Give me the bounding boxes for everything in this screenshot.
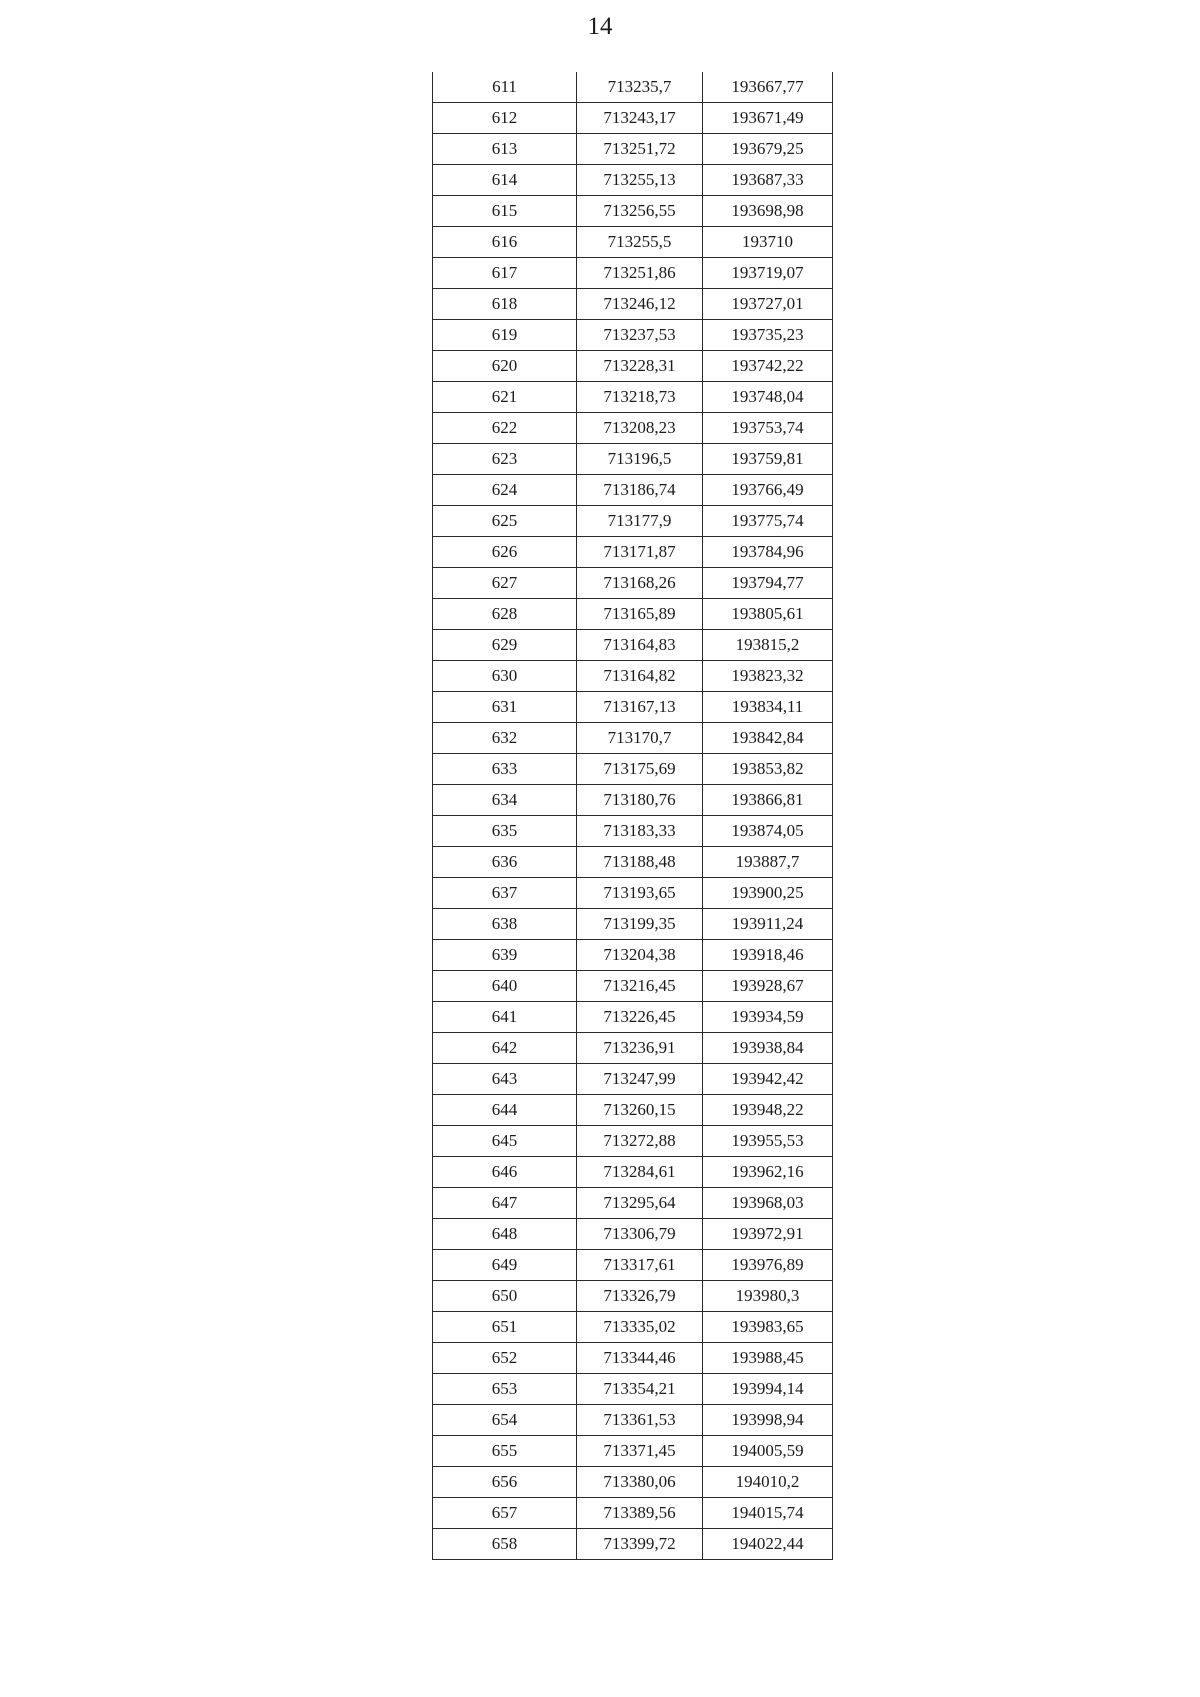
table-row [433,878,833,909]
x-coordinate-cell: 713371,45 [577,1436,703,1467]
x-coordinate-cell: 713389,56 [577,1498,703,1529]
x-coordinate-cell: 713180,76 [577,785,703,816]
y-coordinate-cell: 193805,61 [703,599,833,630]
point-number-cell: 613 [433,134,577,165]
table-row [433,165,833,196]
table-row [433,289,833,320]
y-coordinate-cell: 193934,59 [703,1002,833,1033]
table-row [433,1002,833,1033]
table-row [433,630,833,661]
table-row [433,1281,833,1312]
point-number-cell: 625 [433,506,577,537]
x-coordinate-cell: 713235,7 [577,72,703,103]
point-number-cell: 618 [433,289,577,320]
x-coordinate-cell: 713188,48 [577,847,703,878]
x-coordinate-cell: 713204,38 [577,940,703,971]
x-coordinate-cell: 713246,12 [577,289,703,320]
point-number-cell: 628 [433,599,577,630]
point-number-cell: 611 [433,72,577,103]
x-coordinate-cell: 713175,69 [577,754,703,785]
point-number-cell: 644 [433,1095,577,1126]
table-row [433,475,833,506]
table-row [433,847,833,878]
table-row [433,72,833,103]
table-row [433,1467,833,1498]
point-number-cell: 638 [433,909,577,940]
table-row [433,258,833,289]
coordinates-table-body [433,72,833,1560]
y-coordinate-cell: 194015,74 [703,1498,833,1529]
x-coordinate-cell: 713260,15 [577,1095,703,1126]
x-coordinate-cell: 713251,72 [577,134,703,165]
point-number-cell: 655 [433,1436,577,1467]
y-coordinate-cell: 193887,7 [703,847,833,878]
point-number-cell: 657 [433,1498,577,1529]
point-number-cell: 635 [433,816,577,847]
table-row [433,351,833,382]
table-row [433,134,833,165]
y-coordinate-cell: 193962,16 [703,1157,833,1188]
point-number-cell: 653 [433,1374,577,1405]
table-row [433,1405,833,1436]
table-row [433,940,833,971]
point-number-cell: 648 [433,1219,577,1250]
x-coordinate-cell: 713226,45 [577,1002,703,1033]
table-row [433,227,833,258]
y-coordinate-cell: 193794,77 [703,568,833,599]
table-row [433,382,833,413]
y-coordinate-cell: 193834,11 [703,692,833,723]
y-coordinate-cell: 193679,25 [703,134,833,165]
x-coordinate-cell: 713251,86 [577,258,703,289]
table-row [433,661,833,692]
y-coordinate-cell: 193866,81 [703,785,833,816]
y-coordinate-cell: 193742,22 [703,351,833,382]
y-coordinate-cell: 193928,67 [703,971,833,1002]
y-coordinate-cell: 193998,94 [703,1405,833,1436]
y-coordinate-cell: 193823,32 [703,661,833,692]
point-number-cell: 622 [433,413,577,444]
point-number-cell: 630 [433,661,577,692]
x-coordinate-cell: 713399,72 [577,1529,703,1560]
point-number-cell: 636 [433,847,577,878]
table-row [433,537,833,568]
point-number-cell: 640 [433,971,577,1002]
point-number-cell: 633 [433,754,577,785]
table-row [433,196,833,227]
x-coordinate-cell: 713247,99 [577,1064,703,1095]
x-coordinate-cell: 713380,06 [577,1467,703,1498]
x-coordinate-cell: 713167,13 [577,692,703,723]
x-coordinate-cell: 713165,89 [577,599,703,630]
point-number-cell: 623 [433,444,577,475]
table-row [433,444,833,475]
point-number-cell: 643 [433,1064,577,1095]
x-coordinate-cell: 713243,17 [577,103,703,134]
point-number-cell: 642 [433,1033,577,1064]
x-coordinate-cell: 713177,9 [577,506,703,537]
y-coordinate-cell: 193775,74 [703,506,833,537]
table-row [433,1498,833,1529]
table-row [433,909,833,940]
x-coordinate-cell: 713164,83 [577,630,703,661]
table-row [433,1188,833,1219]
y-coordinate-cell: 193900,25 [703,878,833,909]
y-coordinate-cell: 193753,74 [703,413,833,444]
y-coordinate-cell: 193972,91 [703,1219,833,1250]
y-coordinate-cell: 193918,46 [703,940,833,971]
y-coordinate-cell: 193948,22 [703,1095,833,1126]
table-row [433,1250,833,1281]
point-number-cell: 627 [433,568,577,599]
table-row [433,692,833,723]
y-coordinate-cell: 193815,2 [703,630,833,661]
x-coordinate-cell: 713255,13 [577,165,703,196]
point-number-cell: 637 [433,878,577,909]
y-coordinate-cell: 194022,44 [703,1529,833,1560]
x-coordinate-cell: 713237,53 [577,320,703,351]
y-coordinate-cell: 193727,01 [703,289,833,320]
x-coordinate-cell: 713256,55 [577,196,703,227]
point-number-cell: 651 [433,1312,577,1343]
x-coordinate-cell: 713208,23 [577,413,703,444]
point-number-cell: 626 [433,537,577,568]
y-coordinate-cell: 193667,77 [703,72,833,103]
table-row [433,1436,833,1467]
x-coordinate-cell: 713170,7 [577,723,703,754]
table-row [433,1374,833,1405]
x-coordinate-cell: 713272,88 [577,1126,703,1157]
table-row [433,723,833,754]
page-number: 14 [587,13,613,40]
point-number-cell: 624 [433,475,577,506]
y-coordinate-cell: 193994,14 [703,1374,833,1405]
x-coordinate-cell: 713196,5 [577,444,703,475]
table-row [433,506,833,537]
table-row [433,599,833,630]
point-number-cell: 615 [433,196,577,227]
point-number-cell: 619 [433,320,577,351]
x-coordinate-cell: 713218,73 [577,382,703,413]
x-coordinate-cell: 713164,82 [577,661,703,692]
point-number-cell: 645 [433,1126,577,1157]
table-row [433,1529,833,1560]
table-row [433,1312,833,1343]
coordinates-table [432,72,833,1560]
x-coordinate-cell: 713326,79 [577,1281,703,1312]
point-number-cell: 616 [433,227,577,258]
table-row [433,103,833,134]
y-coordinate-cell: 193671,49 [703,103,833,134]
point-number-cell: 647 [433,1188,577,1219]
x-coordinate-cell: 713295,64 [577,1188,703,1219]
point-number-cell: 634 [433,785,577,816]
table-row [433,1343,833,1374]
x-coordinate-cell: 713183,33 [577,816,703,847]
table-row [433,320,833,351]
x-coordinate-cell: 713361,53 [577,1405,703,1436]
y-coordinate-cell: 194005,59 [703,1436,833,1467]
y-coordinate-cell: 193842,84 [703,723,833,754]
y-coordinate-cell: 193748,04 [703,382,833,413]
table-row [433,785,833,816]
x-coordinate-cell: 713171,87 [577,537,703,568]
table-row [433,971,833,1002]
x-coordinate-cell: 713354,21 [577,1374,703,1405]
x-coordinate-cell: 713306,79 [577,1219,703,1250]
x-coordinate-cell: 713335,02 [577,1312,703,1343]
y-coordinate-cell: 193759,81 [703,444,833,475]
point-number-cell: 632 [433,723,577,754]
x-coordinate-cell: 713284,61 [577,1157,703,1188]
x-coordinate-cell: 713193,65 [577,878,703,909]
y-coordinate-cell: 193874,05 [703,816,833,847]
y-coordinate-cell: 193968,03 [703,1188,833,1219]
point-number-cell: 612 [433,103,577,134]
x-coordinate-cell: 713344,46 [577,1343,703,1374]
point-number-cell: 620 [433,351,577,382]
y-coordinate-cell: 193710 [703,227,833,258]
x-coordinate-cell: 713317,61 [577,1250,703,1281]
point-number-cell: 617 [433,258,577,289]
table-row [433,1095,833,1126]
table-row [433,1033,833,1064]
point-number-cell: 641 [433,1002,577,1033]
point-number-cell: 649 [433,1250,577,1281]
y-coordinate-cell: 193911,24 [703,909,833,940]
point-number-cell: 621 [433,382,577,413]
x-coordinate-cell: 713168,26 [577,568,703,599]
point-number-cell: 652 [433,1343,577,1374]
x-coordinate-cell: 713199,35 [577,909,703,940]
point-number-cell: 656 [433,1467,577,1498]
point-number-cell: 614 [433,165,577,196]
y-coordinate-cell: 193719,07 [703,258,833,289]
y-coordinate-cell: 193735,23 [703,320,833,351]
y-coordinate-cell: 193698,98 [703,196,833,227]
point-number-cell: 629 [433,630,577,661]
table-row [433,1157,833,1188]
y-coordinate-cell: 193983,65 [703,1312,833,1343]
y-coordinate-cell: 193766,49 [703,475,833,506]
point-number-cell: 631 [433,692,577,723]
x-coordinate-cell: 713236,91 [577,1033,703,1064]
point-number-cell: 650 [433,1281,577,1312]
y-coordinate-cell: 193976,89 [703,1250,833,1281]
y-coordinate-cell: 193942,42 [703,1064,833,1095]
point-number-cell: 658 [433,1529,577,1560]
x-coordinate-cell: 713228,31 [577,351,703,382]
y-coordinate-cell: 193938,84 [703,1033,833,1064]
y-coordinate-cell: 193955,53 [703,1126,833,1157]
y-coordinate-cell: 193980,3 [703,1281,833,1312]
table-row [433,568,833,599]
y-coordinate-cell: 193784,96 [703,537,833,568]
y-coordinate-cell: 193853,82 [703,754,833,785]
table-row [433,413,833,444]
table-row [433,1219,833,1250]
table-row [433,1126,833,1157]
x-coordinate-cell: 713186,74 [577,475,703,506]
y-coordinate-cell: 194010,2 [703,1467,833,1498]
table-row [433,754,833,785]
point-number-cell: 654 [433,1405,577,1436]
table-row [433,816,833,847]
point-number-cell: 646 [433,1157,577,1188]
point-number-cell: 639 [433,940,577,971]
table-row [433,1064,833,1095]
x-coordinate-cell: 713255,5 [577,227,703,258]
x-coordinate-cell: 713216,45 [577,971,703,1002]
y-coordinate-cell: 193988,45 [703,1343,833,1374]
y-coordinate-cell: 193687,33 [703,165,833,196]
